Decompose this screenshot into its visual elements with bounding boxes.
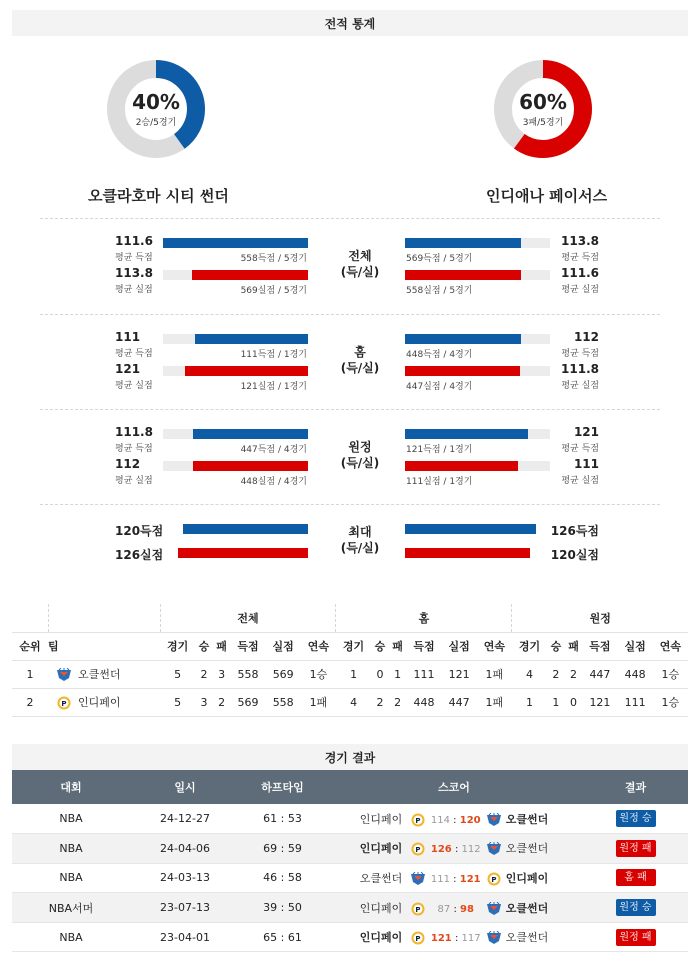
result-badge: 원정 패 [616,929,656,946]
standings-cell: 1패 [301,688,336,716]
max-right-score: 126득점 [550,524,599,538]
result-score [325,834,583,864]
left-stat-value: 121 [115,362,141,376]
result-date: 23-04-01 [130,922,240,952]
left-stat-value: 111 [115,330,141,344]
thunder-logo-icon [410,872,426,886]
result-badge: 원정 승 [616,899,656,916]
result-score-sep: : [454,844,459,856]
left-stat-caption: 569실점 / 5경기 [240,286,307,296]
max-label [330,524,390,556]
result-badge: 원정 패 [616,840,656,857]
result-home-score: 114 [430,814,450,826]
thunder-logo-icon [486,931,502,945]
standings-cell: 558 [266,688,301,716]
standings-rank: 2 [12,688,48,716]
result-outcome [583,863,688,893]
result-badge: 홈 패 [616,869,656,886]
group-label [330,344,390,376]
standings-cell: 111 [618,688,653,716]
standings-team[interactable] [48,660,160,688]
left-stat-label: 평균 득점 [115,444,153,454]
results-col-header: 대회 [12,770,130,804]
max-left-concede-bar [163,548,308,558]
left-stat-label: 평균 실점 [115,285,153,295]
standings-cell: 5 [160,688,195,716]
result-halftime: 46 : 58 [240,863,325,893]
result-home-score: 111 [430,873,450,885]
results-table [12,770,688,952]
right-stat-caption: 569득점 / 5경기 [406,254,473,264]
standings-col-header: 실점 [266,632,301,660]
result-home-team[interactable]: 오클썬더 [359,871,403,885]
right-stat-bar [405,334,550,344]
standings-col-header: 연속 [653,632,688,660]
pacers-logo-icon [410,813,426,827]
max-left-concede: 126실점 [115,548,164,562]
standings-cell: 121 [442,660,477,688]
standings-col-header: 경기 [160,632,195,660]
thunder-logo-icon [486,902,502,916]
standings-cell: 111 [406,660,441,688]
result-badge: 원정 승 [616,810,656,827]
standings-cell: 4 [336,688,371,716]
right-team-win-donut [494,60,592,158]
standings-cell: 2 [389,688,407,716]
standings-cell: 2 [547,660,565,688]
result-scoreline [426,874,486,885]
result-score [325,804,583,834]
standings-cell: 558 [230,660,265,688]
left-stat-bar [163,461,308,471]
svg-text:P: P [415,935,421,944]
right-stat-label: 평균 득점 [561,253,599,263]
left-stat-caption: 121실점 / 1경기 [240,382,307,392]
result-away-team[interactable]: 오클썬더 [505,901,549,915]
svg-text:P: P [491,875,497,884]
standings-cell: 448 [406,688,441,716]
result-row [12,834,688,864]
result-score-sep: : [454,933,459,945]
results-col-header: 일시 [130,770,240,804]
left-stat-bar [163,334,308,344]
group-total: 전체 [160,604,336,632]
standings-col-header: 팀 [48,632,160,660]
result-row [12,863,688,893]
result-league: NBA [12,804,130,834]
result-home-score: 126 [430,844,452,856]
left-win-record: 2승/5경기 [135,118,177,128]
result-halftime: 61 : 53 [240,804,325,834]
right-stat-label: 평균 득점 [561,349,599,359]
result-row [12,804,688,834]
left-stat-label: 평균 득점 [115,253,153,263]
standings-cell: 1패 [477,688,512,716]
left-stat-value: 113.8 [115,266,153,280]
divider [40,218,660,219]
right-stat-label: 평균 실점 [561,476,599,486]
right-stat-bar [405,429,550,439]
left-stat-caption: 448실점 / 4경기 [240,477,307,487]
standings-cell: 1 [389,660,407,688]
standings-cell: 2 [565,660,583,688]
left-team-name: 오클라호마 시티 썬더 [88,187,229,205]
result-away-score: 121 [459,873,481,885]
standings-col-header: 득점 [230,632,265,660]
result-date: 23-07-13 [130,893,240,923]
result-league: NBA서머 [12,893,130,923]
results-column-header [12,770,688,804]
standings-col-header: 연속 [477,632,512,660]
result-score [325,922,583,952]
result-scoreline [426,815,486,826]
standings-row [12,688,688,716]
left-stat-caption: 558득점 / 5경기 [240,254,307,264]
left-stat-label: 평균 실점 [115,381,153,391]
standings-col-header: 실점 [618,632,653,660]
result-away-team[interactable]: 오클썬더 [505,842,549,856]
svg-text:P: P [415,846,421,855]
result-row [12,893,688,923]
group-label-main: 홈 [354,345,366,359]
group-away: 원정 [512,604,688,632]
standings-cell: 2 [195,660,213,688]
standings-cell: 448 [618,660,653,688]
standings-col-header: 승 [371,632,389,660]
left-stat-caption: 111득점 / 1경기 [240,350,307,360]
result-home-team[interactable]: 인디페이 [359,842,403,856]
max-label-sub: (득/실) [340,541,380,555]
standings-col-header: 경기 [512,632,547,660]
group-label [330,439,390,471]
standings-cell: 3 [213,660,231,688]
result-home-score: 87 [437,903,451,915]
standings-cell: 5 [160,660,195,688]
group-label-sub: (득/실) [340,361,380,375]
result-away-score: 117 [461,933,481,945]
thunder-logo-icon [486,813,502,827]
result-home-team[interactable]: 인디페이 [359,901,403,915]
standings-col-header: 패 [213,632,231,660]
standings-cell: 3 [195,688,213,716]
standings-cell: 1승 [653,660,688,688]
left-win-pct: 40% [132,90,180,114]
standings-cell: 2 [213,688,231,716]
max-left-score: 120득점 [115,524,164,538]
group-label-main: 전체 [348,249,372,263]
right-stat-value: 113.8 [561,234,599,248]
standings-team-name: 오클썬더 [78,668,121,681]
result-away-score: 112 [461,844,481,856]
thunder-logo-icon [486,842,502,856]
right-win-pct: 60% [519,90,567,114]
result-home-score: 121 [430,933,452,945]
standings-rank: 1 [12,660,48,688]
left-stat-value: 112 [115,457,141,471]
right-stat-label: 평균 실점 [561,381,599,391]
right-stat-value: 121 [573,425,599,439]
standings-cell: 121 [582,688,617,716]
right-stat-caption: 111실점 / 1경기 [406,477,473,487]
result-score-sep: : [453,873,457,885]
pacers-logo-icon [410,902,426,916]
standings-cell: 1승 [653,688,688,716]
result-league: NBA [12,922,130,952]
divider [40,314,660,315]
standings-col-header: 패 [565,632,583,660]
thunder-logo-icon [56,668,72,682]
standings-cell: 4 [512,660,547,688]
standings-cell: 0 [565,688,583,716]
result-date: 24-03-13 [130,863,240,893]
standings-cell: 1패 [477,660,512,688]
right-team-name: 인디애나 페이서스 [486,187,608,205]
right-stat-value: 112 [573,330,599,344]
right-stat-bar [405,270,550,280]
results-col-header: 결과 [583,770,688,804]
result-halftime: 65 : 61 [240,922,325,952]
standings-cell: 569 [230,688,265,716]
divider [40,504,660,505]
standings-col-header: 경기 [336,632,371,660]
right-stat-caption: 121득점 / 1경기 [406,445,473,455]
group-home: 홈 [336,604,512,632]
result-league: NBA [12,863,130,893]
left-stat-bar [163,366,308,376]
standings-cell: 447 [582,660,617,688]
svg-text:P: P [415,905,421,914]
divider [40,409,660,410]
standings-cell: 1 [336,660,371,688]
standings-cell: 2 [371,688,389,716]
right-stat-value: 111.6 [561,266,599,280]
result-away-score: 98 [460,903,474,915]
standings-cell: 569 [266,660,301,688]
result-away-score: 120 [459,814,481,826]
stats-section-title: 전적 통계 [12,10,688,36]
svg-text:P: P [61,700,67,708]
standings-cell: 1 [547,688,565,716]
result-row [12,922,688,952]
max-right-score-bar [405,524,550,534]
standings-cell: 0 [371,660,389,688]
right-stat-caption: 448득점 / 4경기 [406,350,473,360]
result-halftime: 69 : 59 [240,834,325,864]
left-team-win-donut [107,60,205,158]
standings-col-header: 실점 [442,632,477,660]
max-right-concede-bar [405,548,550,558]
result-score-sep: : [453,903,457,915]
standings-col-header: 득점 [406,632,441,660]
right-stat-caption: 447실점 / 4경기 [406,382,473,392]
left-stat-value: 111.8 [115,425,153,439]
result-halftime: 39 : 50 [240,893,325,923]
result-date: 24-04-06 [130,834,240,864]
left-stat-caption: 447득점 / 4경기 [240,445,307,455]
results-section-title: 경기 결과 [12,744,688,770]
left-stat-bar [163,429,308,439]
standings-row [12,660,688,688]
svg-text:P: P [415,816,421,825]
result-home-team[interactable]: 인디페이 [359,931,403,945]
right-stat-caption: 558실점 / 5경기 [406,286,473,296]
right-win-record: 3패/5경기 [522,118,564,128]
result-score [325,893,583,923]
standings-col-header: 순위 [12,632,48,660]
pacers-logo-icon [486,872,502,886]
right-stat-bar [405,366,550,376]
max-left-score-bar [163,524,308,534]
standings-col-header: 연속 [301,632,336,660]
result-score-sep: : [453,814,457,826]
standings-group-header [12,604,688,632]
results-col-header: 스코어 [325,770,583,804]
group-label-sub: (득/실) [340,265,380,279]
result-outcome [583,804,688,834]
standings-col-header: 승 [547,632,565,660]
result-outcome [583,922,688,952]
result-date: 24-12-27 [130,804,240,834]
right-stat-label: 평균 득점 [561,444,599,454]
standings-column-header [12,632,688,660]
standings-cell: 447 [442,688,477,716]
group-label-main: 원정 [348,440,372,454]
standings-cell: 1승 [301,660,336,688]
pacers-logo-icon [410,842,426,856]
max-right-concede: 120실점 [550,548,599,562]
result-outcome [583,834,688,864]
result-home-team[interactable]: 인디페이 [359,812,403,826]
standings-col-header: 득점 [582,632,617,660]
max-label-main: 최대 [348,525,372,539]
result-outcome [583,893,688,923]
right-stat-bar [405,461,550,471]
standings-team-name: 인디페이 [78,696,121,709]
group-label-sub: (득/실) [340,456,380,470]
left-stat-bar [163,238,308,248]
left-stat-value: 111.6 [115,234,153,248]
result-scoreline [426,844,486,855]
pacers-logo-icon [56,696,72,710]
result-away-team[interactable]: 인디페이 [505,871,549,885]
left-stat-bar [163,270,308,280]
group-label [330,248,390,280]
result-away-team[interactable]: 오클썬더 [505,931,549,945]
result-scoreline [426,904,486,915]
pacers-logo-icon [410,931,426,945]
standings-col-header: 승 [195,632,213,660]
right-stat-bar [405,238,550,248]
standings-team[interactable] [48,688,160,716]
result-away-team[interactable]: 오클썬더 [505,812,549,826]
result-scoreline [426,933,486,944]
result-league: NBA [12,834,130,864]
right-stat-value: 111 [573,457,599,471]
result-score [325,863,583,893]
results-col-header: 하프타임 [240,770,325,804]
right-stat-value: 111.8 [561,362,599,376]
standings-table [12,604,688,717]
standings-col-header: 패 [389,632,407,660]
left-stat-label: 평균 득점 [115,349,153,359]
right-stat-label: 평균 실점 [561,285,599,295]
left-stat-label: 평균 실점 [115,476,153,486]
standings-cell: 1 [512,688,547,716]
